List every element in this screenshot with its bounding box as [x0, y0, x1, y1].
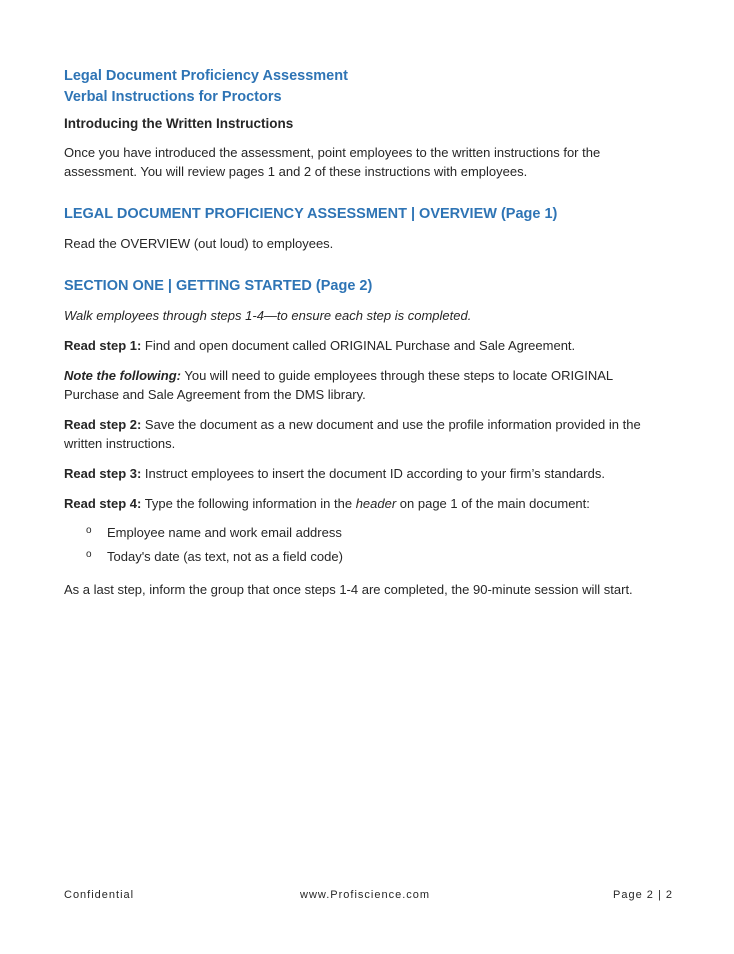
bullet-marker: o — [86, 549, 92, 560]
overview-paragraph: Read the OVERVIEW (out loud) to employees. — [64, 236, 334, 251]
intro-paragraph: Once you have introduced the assessment, point employees to the written instructions for the assessment. You will review pages 1 and 2 of these instructions with employees. — [64, 145, 601, 179]
title-line-1: Legal Document Proficiency Assessment — [64, 68, 348, 84]
step-1-text: Find and open document called ORIGINAL Purchase and Sale Agreement. — [141, 338, 576, 353]
footer-confidential: Confidential — [64, 889, 135, 901]
title-line-2: Verbal Instructions for Proctors — [64, 89, 282, 105]
walk-through-paragraph: Walk employees through steps 1-4—to ensure each step is completed. — [64, 308, 472, 323]
step-4-paragraph — [64, 494, 664, 513]
note-label: Note the following: — [64, 368, 181, 383]
step-1-paragraph — [64, 336, 664, 355]
list-item-text: Employee name and work email address — [107, 525, 342, 540]
list-item — [86, 547, 664, 566]
step-1-label: Read step 1: — [64, 338, 142, 353]
step-4-text-emphasis: header — [355, 496, 397, 511]
section-one-heading: SECTION ONE | GETTING STARTED (Page 2) — [64, 278, 373, 294]
list-item-text: Today's date (as text, not as a field code) — [107, 549, 343, 564]
note-paragraph — [64, 366, 664, 404]
subheading: Introducing the Written Instructions — [64, 116, 294, 131]
footer-page-number: Page 2 | 2 — [613, 889, 673, 901]
note-text: You will need to guide employees through these steps to locate ORIGINAL Purchase and Sale Agreement from the DMS library. — [64, 368, 613, 402]
bullet-marker: o — [86, 525, 92, 536]
step-2-text: Save the document as a new document and use the profile information provided in the written instructions. — [64, 417, 641, 451]
document-body — [64, 66, 664, 599]
step-4-text-a: Type the following information in the — [141, 496, 356, 511]
step-4-bullet-list — [64, 523, 664, 566]
footer-website: www.Profiscience.com — [300, 889, 431, 901]
closing-paragraph: As a last step, inform the group that once steps 1-4 are completed, the 90-minute session will start. — [64, 582, 633, 597]
overview-heading: LEGAL DOCUMENT PROFICIENCY ASSESSMENT | OVERVIEW (Page 1) — [64, 206, 558, 222]
step-2-paragraph — [64, 415, 664, 453]
step-2-label: Read step 2: — [64, 417, 142, 432]
page-footer — [64, 889, 673, 905]
step-3-label: Read step 3: — [64, 466, 142, 481]
step-3-text: Instruct employees to insert the document ID according to your firm’s standards. — [141, 466, 605, 481]
step-4-text-b: on page 1 of the main document: — [396, 496, 590, 511]
step-4-label: Read step 4: — [64, 496, 142, 511]
list-item — [86, 523, 664, 542]
step-3-paragraph — [64, 464, 664, 483]
document-title — [64, 66, 664, 108]
